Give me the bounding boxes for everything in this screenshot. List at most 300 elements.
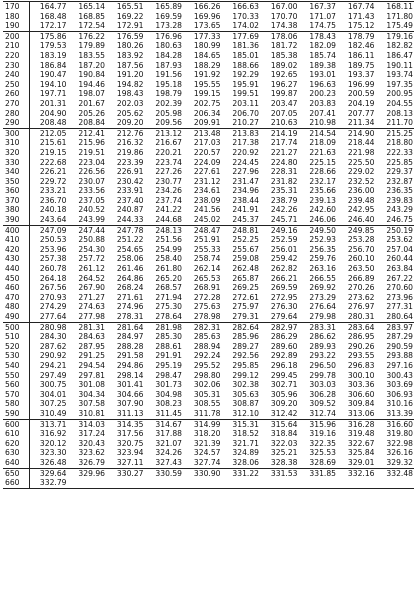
table-cell: 315.31 xyxy=(222,419,261,429)
table-cell: 243.29 xyxy=(386,205,413,215)
table-cell: 299.78 xyxy=(309,370,336,380)
table-cell: 294.21 xyxy=(39,360,67,370)
table-cell: 204.55 xyxy=(386,98,413,108)
table-cell: 183.55 xyxy=(78,50,105,60)
row-label: 490 xyxy=(3,312,29,322)
table-cell: 325.21 xyxy=(270,448,298,458)
table-cell: 307.90 xyxy=(116,399,144,409)
table-cell: 274.29 xyxy=(39,302,67,312)
table-cell: 300.10 xyxy=(347,370,375,380)
table-cell: 286.95 xyxy=(347,332,375,342)
table-cell: 329.32 xyxy=(386,457,413,467)
table-cell: 176.59 xyxy=(106,31,145,41)
table-cell: 323.30 xyxy=(39,448,67,458)
table-row xyxy=(3,109,414,119)
table-cell: 217.38 xyxy=(232,138,259,148)
table-cell: 190.47 xyxy=(39,70,67,80)
table-cell: 239.13 xyxy=(309,195,336,205)
table-cell: 265.20 xyxy=(155,273,182,283)
table-cell: 242.60 xyxy=(309,205,336,215)
table-cell: 268.57 xyxy=(155,283,182,293)
row-label: 440 xyxy=(3,264,29,274)
row-label: 170 xyxy=(3,2,29,12)
table-cell: 283.64 xyxy=(337,322,376,332)
table-cell: 208.84 xyxy=(78,118,105,128)
table-row xyxy=(3,61,414,71)
table-cell: 218.44 xyxy=(347,138,375,148)
table-cell: 318.52 xyxy=(232,429,259,439)
table-cell: 222.68 xyxy=(39,157,67,167)
table-cell: 199.87 xyxy=(270,89,298,99)
table-cell: 178.79 xyxy=(337,31,376,41)
table-cell: 284.63 xyxy=(78,332,105,342)
table-cell: 167.74 xyxy=(347,2,375,11)
table-cell: 205.98 xyxy=(155,108,182,118)
table-cell: 197.35 xyxy=(386,79,413,89)
table-cell: 225.50 xyxy=(347,157,375,167)
table-row xyxy=(3,283,414,293)
table-cell: 222.33 xyxy=(386,147,413,157)
table-cell: 171.43 xyxy=(347,11,375,21)
row-label: 640 xyxy=(3,458,29,468)
table-cell: 254.65 xyxy=(116,244,144,254)
table-row xyxy=(3,51,414,61)
table-cell: 199.51 xyxy=(232,89,259,99)
table-cell: 295.85 xyxy=(232,360,259,370)
table-cell: 281.98 xyxy=(145,322,184,332)
table-cell: 285.96 xyxy=(232,332,259,342)
table-cell: 273.29 xyxy=(309,292,336,302)
table-row xyxy=(3,409,414,419)
table-cell: 277.64 xyxy=(39,312,67,321)
table-cell: 286.62 xyxy=(309,332,336,342)
row-label: 290 xyxy=(3,118,29,128)
table-cell: 269.25 xyxy=(232,283,259,293)
table-cell: 256.70 xyxy=(347,244,375,254)
row-label: 600 xyxy=(3,419,29,429)
table-cell: 296.18 xyxy=(270,360,298,370)
table-cell: 226.21 xyxy=(39,167,67,177)
table-cell: 270.93 xyxy=(39,292,67,302)
table-cell: 165.89 xyxy=(155,2,182,11)
table-cell: 184.65 xyxy=(193,50,221,60)
table-row xyxy=(3,468,414,478)
table-cell: 215.96 xyxy=(78,138,105,148)
table-cell: 267.56 xyxy=(39,283,67,293)
table-cell: 280.64 xyxy=(386,312,413,321)
table-cell: 314.99 xyxy=(183,419,222,429)
table-cell: 318.84 xyxy=(270,429,298,439)
row-label: 660 xyxy=(3,478,29,488)
table-cell: 262.14 xyxy=(193,264,221,274)
table-cell: 311.13 xyxy=(116,408,144,418)
table-cell: 331.85 xyxy=(299,468,338,478)
table-cell: 289.60 xyxy=(270,341,298,351)
table-cell: 188.66 xyxy=(232,60,259,70)
table-cell: 200.59 xyxy=(347,89,375,99)
table-cell: 242.95 xyxy=(347,205,375,215)
table-cell: 216.67 xyxy=(155,138,182,148)
table-cell: 321.07 xyxy=(155,438,182,448)
table-cell: 182.46 xyxy=(347,41,375,51)
table-cell: 250.88 xyxy=(78,235,105,245)
table-cell: 193.37 xyxy=(347,70,375,80)
table-cell: 319.48 xyxy=(347,429,375,439)
table-cell: 205.26 xyxy=(78,108,105,118)
table-cell: 227.61 xyxy=(193,167,221,177)
row-label: 560 xyxy=(3,380,29,390)
table-cell: 253.96 xyxy=(39,244,67,254)
table-cell: 171.07 xyxy=(309,11,336,21)
table-cell: 312.10 xyxy=(232,408,259,418)
table-cell: 331.22 xyxy=(222,468,261,478)
table-cell: 272.28 xyxy=(193,292,221,302)
table-cell: 217.03 xyxy=(193,138,221,148)
table-cell: 182.09 xyxy=(309,41,336,51)
table-row xyxy=(3,89,414,99)
table-cell: 324.89 xyxy=(232,448,259,458)
row-label: 400 xyxy=(3,225,29,235)
table-cell: 240.18 xyxy=(39,205,67,215)
table-cell: 193.01 xyxy=(309,70,336,80)
table-cell: 301.08 xyxy=(78,380,105,390)
row-label: 480 xyxy=(3,302,29,312)
table-cell: 247.09 xyxy=(29,225,68,235)
table-cell: 207.41 xyxy=(309,108,336,118)
table-cell: 191.92 xyxy=(193,70,221,80)
table-cell: 267.90 xyxy=(78,283,105,293)
table-cell: 290.59 xyxy=(386,341,413,351)
table-cell: 172.54 xyxy=(78,21,105,31)
table-cell: 330.59 xyxy=(145,468,184,478)
table-cell: 225.15 xyxy=(309,157,336,167)
table-cell: 180.99 xyxy=(193,41,221,51)
table-cell: 256.01 xyxy=(270,244,298,254)
table-row xyxy=(3,235,414,245)
table-row xyxy=(3,158,414,168)
table-cell: 194.10 xyxy=(39,79,67,89)
table-cell: 191.56 xyxy=(155,70,182,80)
row-label: 580 xyxy=(3,399,29,409)
table-cell: 325.84 xyxy=(347,448,375,458)
table-cell: 321.71 xyxy=(232,438,259,448)
row-label: 230 xyxy=(3,61,29,71)
table-cell: 227.96 xyxy=(232,167,259,177)
table-cell: 287.29 xyxy=(386,332,413,342)
table-cell: 197.71 xyxy=(39,89,67,99)
table-cell: 217.74 xyxy=(270,138,298,148)
table-cell: 262.48 xyxy=(232,264,259,274)
table-cell: 308.87 xyxy=(232,399,259,409)
table-cell: 167.37 xyxy=(309,2,336,11)
row-label: 450 xyxy=(3,274,29,284)
table-row xyxy=(3,342,414,352)
table-cell: 270.26 xyxy=(347,283,375,293)
table-cell: 220.21 xyxy=(155,147,182,157)
table-cell: 265.87 xyxy=(232,273,259,283)
table-cell: 263.84 xyxy=(386,264,413,274)
table-cell: 183.92 xyxy=(116,50,144,60)
table-cell: 234.61 xyxy=(193,186,221,196)
table-cell: 248.81 xyxy=(222,225,261,235)
table-cell: 277.31 xyxy=(386,302,413,312)
table-cell: 284.30 xyxy=(39,332,67,342)
table-cell: 265.53 xyxy=(193,273,221,283)
table-row xyxy=(3,31,414,41)
table-cell: 295.19 xyxy=(155,360,182,370)
table-cell: 247.44 xyxy=(68,225,107,235)
table-cell: 229.72 xyxy=(39,176,67,186)
table-cell: 281.31 xyxy=(68,322,107,332)
table-cell: 186.47 xyxy=(386,50,413,60)
table-cell: 195.91 xyxy=(232,79,259,89)
table-cell: 194.82 xyxy=(116,79,144,89)
conversion-table-container xyxy=(3,1,414,489)
table-cell: 279.98 xyxy=(309,312,336,321)
table-cell: 169.22 xyxy=(116,11,144,21)
table-cell: 317.24 xyxy=(78,429,105,439)
table-cell: 269.92 xyxy=(309,283,336,293)
table-cell: 308.55 xyxy=(193,399,221,409)
table-cell: 321.39 xyxy=(193,438,221,448)
table-cell: 238.09 xyxy=(193,195,221,205)
table-cell: 169.96 xyxy=(193,11,221,21)
table-row xyxy=(3,167,414,177)
table-cell: 199.15 xyxy=(193,89,221,99)
table-cell: 274.63 xyxy=(78,302,105,312)
row-label: 380 xyxy=(3,205,29,215)
table-row xyxy=(3,458,414,468)
table-row xyxy=(3,439,414,449)
table-cell: 246.40 xyxy=(347,215,375,225)
table-cell: 325.53 xyxy=(309,448,336,458)
table-cell: 241.91 xyxy=(232,205,259,215)
row-label: 540 xyxy=(3,361,29,371)
table-cell xyxy=(68,478,107,488)
table-cell: 314.67 xyxy=(145,419,184,429)
table-cell: 168.11 xyxy=(386,2,413,11)
table-cell: 172.17 xyxy=(39,21,67,31)
table-cell: 193.74 xyxy=(386,70,413,80)
table-cell: 267.22 xyxy=(386,273,413,283)
table-cell: 272.95 xyxy=(270,292,298,302)
table-cell: 231.47 xyxy=(232,176,259,186)
table-cell: 229.02 xyxy=(347,167,375,177)
table-cell: 310.16 xyxy=(386,399,413,409)
table-cell: 266.21 xyxy=(270,273,298,283)
table-cell: 332.16 xyxy=(337,468,376,478)
table-cell: 206.70 xyxy=(232,108,259,118)
table-cell: 218.80 xyxy=(386,138,413,148)
table-cell: 268.91 xyxy=(193,283,221,293)
table-cell: 324.26 xyxy=(155,448,182,458)
table-cell: 173.65 xyxy=(193,21,221,31)
table-cell: 166.26 xyxy=(193,2,221,11)
table-cell: 326.48 xyxy=(39,457,67,467)
table-cell: 282.64 xyxy=(222,322,261,332)
table-cell: 300.75 xyxy=(39,380,67,390)
table-cell: 327.11 xyxy=(116,457,144,467)
table-cell: 228.31 xyxy=(270,167,298,177)
table-cell: 240.52 xyxy=(78,205,105,215)
table-cell: 237.40 xyxy=(116,195,144,205)
table-row xyxy=(3,128,414,138)
table-cell: 258.40 xyxy=(155,254,182,264)
table-cell: 312.42 xyxy=(270,408,298,418)
table-cell: 218.09 xyxy=(309,138,336,148)
table-cell: 178.06 xyxy=(260,31,299,41)
table-cell: 242.26 xyxy=(270,205,298,215)
row-label: 590 xyxy=(3,409,29,419)
table-cell: 179.16 xyxy=(376,31,415,41)
table-cell: 329.64 xyxy=(29,468,68,478)
table-cell: 171.80 xyxy=(386,11,413,21)
table-cell: 183.19 xyxy=(39,50,67,60)
table-row xyxy=(3,380,414,390)
table-cell: 278.98 xyxy=(193,312,221,321)
table-cell: 181.36 xyxy=(232,41,259,51)
table-row xyxy=(3,215,414,225)
table-cell: 201.67 xyxy=(78,98,105,108)
table-cell: 261.46 xyxy=(116,264,144,274)
row-label: 650 xyxy=(3,468,29,478)
row-label: 470 xyxy=(3,293,29,303)
table-row xyxy=(3,264,414,274)
table-cell: 215.61 xyxy=(39,138,67,148)
table-cell: 261.80 xyxy=(155,264,182,274)
table-cell: 252.59 xyxy=(270,235,298,245)
table-cell: 266.89 xyxy=(347,273,375,283)
table-cell: 262.82 xyxy=(270,264,298,274)
table-cell: 293.88 xyxy=(386,351,413,361)
table-cell: 303.36 xyxy=(347,380,375,390)
table-cell: 170.70 xyxy=(270,11,298,21)
table-cell: 329.96 xyxy=(68,468,107,478)
table-cell: 204.90 xyxy=(39,108,67,118)
table-cell: 187.56 xyxy=(116,60,144,70)
table-cell: 236.70 xyxy=(39,195,67,205)
table-cell: 224.09 xyxy=(193,157,221,167)
table-row xyxy=(3,390,414,400)
table-cell: 263.16 xyxy=(309,264,336,274)
table-cell: 178.43 xyxy=(299,31,338,41)
table-cell: 311.78 xyxy=(193,408,221,418)
table-cell: 196.63 xyxy=(309,79,336,89)
table-cell: 234.96 xyxy=(232,186,259,196)
table-cell: 221.63 xyxy=(309,147,336,157)
table-cell: 229.37 xyxy=(386,167,413,177)
table-cell: 188.29 xyxy=(193,60,221,70)
row-label: 570 xyxy=(3,390,29,400)
table-cell: 200.95 xyxy=(386,89,413,99)
table-cell: 317.88 xyxy=(155,429,182,439)
table-cell xyxy=(376,478,415,488)
table-cell: 214.19 xyxy=(260,128,299,138)
table-cell: 293.22 xyxy=(309,351,336,361)
table-cell: 320.12 xyxy=(39,438,67,448)
table-cell: 187.93 xyxy=(155,60,182,70)
table-cell: 324.57 xyxy=(193,448,221,458)
row-label: 320 xyxy=(3,148,29,158)
table-cell: 228.66 xyxy=(309,167,336,177)
table-cell: 213.12 xyxy=(145,128,184,138)
row-label: 310 xyxy=(3,138,29,148)
table-cell: 169.59 xyxy=(155,11,182,21)
table-cell: 282.31 xyxy=(183,322,222,332)
table-cell: 249.50 xyxy=(299,225,338,235)
table-cell: 174.75 xyxy=(309,21,336,31)
table-cell: 215.25 xyxy=(376,128,415,138)
row-label: 180 xyxy=(3,12,29,22)
table-cell: 283.31 xyxy=(299,322,338,332)
table-cell: 322.03 xyxy=(270,438,298,448)
table-row xyxy=(3,419,414,429)
table-cell: 187.20 xyxy=(78,60,105,70)
table-cell xyxy=(145,478,184,488)
table-cell: 255.67 xyxy=(232,244,259,254)
table-cell: 207.05 xyxy=(270,108,298,118)
table-cell: 241.56 xyxy=(193,205,221,215)
row-label: 330 xyxy=(3,158,29,168)
table-row xyxy=(3,186,414,196)
table-row xyxy=(3,2,414,12)
table-cell: 314.35 xyxy=(106,419,145,429)
table-cell: 290.26 xyxy=(347,341,375,351)
table-cell: 210.27 xyxy=(232,118,259,128)
row-label: 340 xyxy=(3,167,29,177)
table-cell: 316.28 xyxy=(337,419,376,429)
table-cell: 322.35 xyxy=(309,438,336,448)
table-cell: 251.91 xyxy=(193,235,221,245)
table-cell: 258.06 xyxy=(116,254,144,264)
table-cell: 259.08 xyxy=(232,254,259,264)
table-cell: 210.98 xyxy=(309,118,336,128)
table-cell: 326.79 xyxy=(78,457,105,467)
table-cell: 327.43 xyxy=(155,457,182,467)
row-label: 550 xyxy=(3,371,29,381)
table-cell: 248.13 xyxy=(145,225,184,235)
table-cell: 328.69 xyxy=(309,457,336,467)
table-cell: 296.50 xyxy=(309,360,336,370)
table-cell: 309.52 xyxy=(309,399,336,409)
table-cell: 297.81 xyxy=(78,370,105,380)
table-cell: 196.99 xyxy=(347,79,375,89)
table-cell: 311.45 xyxy=(155,408,182,418)
table-cell: 166.63 xyxy=(232,2,259,11)
table-cell: 287.95 xyxy=(78,341,105,351)
table-cell: 249.85 xyxy=(337,225,376,235)
table-cell: 316.60 xyxy=(376,419,415,429)
table-cell: 220.92 xyxy=(232,147,259,157)
table-cell: 238.44 xyxy=(232,195,259,205)
row-label: 270 xyxy=(3,99,29,109)
table-cell: 273.62 xyxy=(347,292,375,302)
table-cell: 309.20 xyxy=(270,399,298,409)
table-row xyxy=(3,361,414,371)
table-cell: 264.18 xyxy=(39,273,67,283)
table-cell: 168.85 xyxy=(78,11,105,21)
row-label: 220 xyxy=(3,51,29,61)
table-cell: 255.33 xyxy=(193,244,221,254)
table-cell: 320.43 xyxy=(78,438,105,448)
table-cell: 288.94 xyxy=(193,341,221,351)
row-label: 420 xyxy=(3,245,29,255)
row-label: 530 xyxy=(3,351,29,361)
table-cell: 274.96 xyxy=(116,302,144,312)
table-row xyxy=(3,254,414,264)
table-cell: 291.91 xyxy=(155,351,182,361)
table-cell: 276.30 xyxy=(270,302,298,312)
